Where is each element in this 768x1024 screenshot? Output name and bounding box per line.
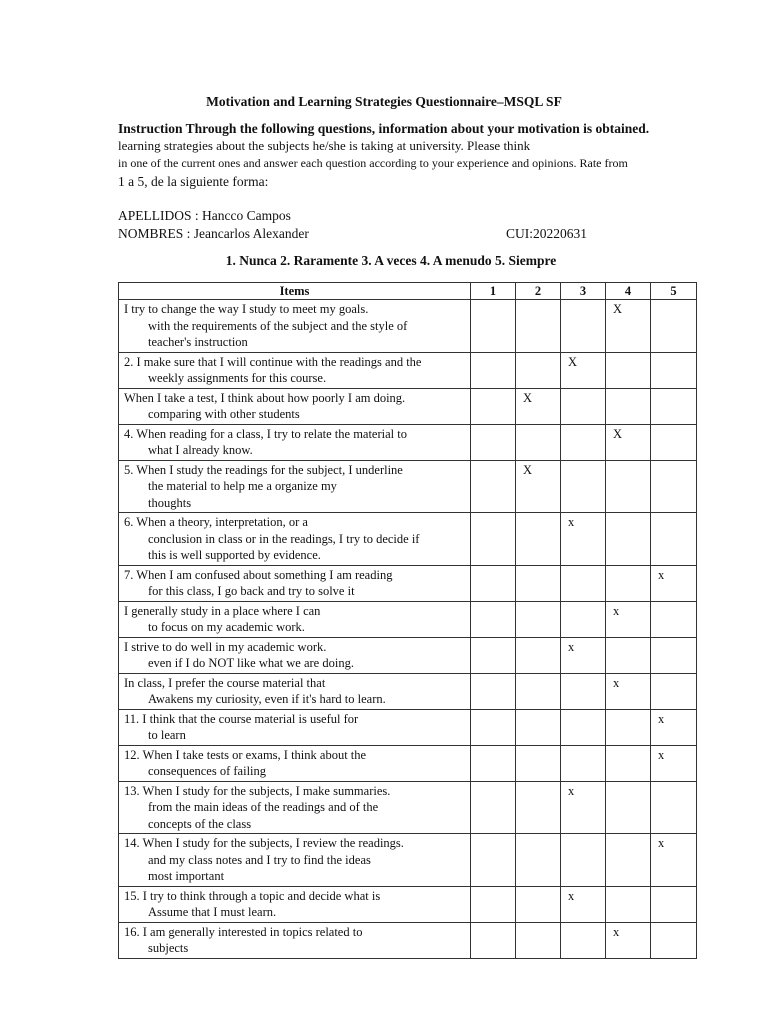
rating-cell-2 [516,673,561,709]
item-text-line: 4. When reading for a class, I try to relate the material to [124,426,407,441]
rating-cell-1 [471,886,516,922]
item-text-line: 6. When a theory, interpretation, or a [124,515,308,529]
rating-cell-4: X [606,300,651,353]
rating-cell-2 [516,513,561,566]
item-text-cell [119,834,471,887]
table-row [119,424,697,460]
table-row [119,460,697,513]
rating-cell-2 [516,922,561,958]
rating-cell-1 [471,709,516,745]
instruction-line-4: 1 a 5, de la siguiente forma: [118,174,269,189]
item-text-line: 16. I am generally interested in topics related to [124,924,363,939]
header-rating-5: 5 [651,283,697,300]
item-text-line: conclusion in class or in the readings, I try to decide if [148,531,420,546]
rating-cell-1 [471,601,516,637]
rating-cell-5 [651,673,697,709]
rating-cell-2 [516,300,561,353]
table-row [119,673,697,709]
instruction-line-2: learning strategies about the subjects he/she is taking at university. Please think [118,138,531,153]
rating-cell-3 [561,565,606,601]
item-text-cell [119,352,471,388]
rating-cell-4 [606,460,651,513]
rating-cell-3 [561,424,606,460]
item-text-line: consequences of failing [148,764,267,778]
item-text-line: 7. When I am confused about something I am reading [124,567,393,582]
table-row [119,922,697,958]
table-row [119,745,697,781]
rating-cell-4 [606,709,651,745]
item-text-line: concepts of the class [148,816,252,831]
rating-cell-1 [471,388,516,424]
rating-cell-3 [561,601,606,637]
table-header-row [119,283,697,300]
table-row [119,300,697,353]
item-text-cell [119,388,471,424]
rating-cell-4 [606,834,651,887]
rating-cell-3 [561,709,606,745]
document-title: Motivation and Learning Strategies Questionnaire–MSQL SF [206,94,562,109]
rating-cell-3: x [561,637,606,673]
questionnaire-body [119,300,697,959]
rating-cell-5 [651,781,697,834]
rating-cell-4: x [606,601,651,637]
rating-cell-3 [561,745,606,781]
item-text-line: this is well supported by evidence. [148,548,321,562]
item-text-cell [119,745,471,781]
table-row [119,834,697,887]
rating-cell-3 [561,922,606,958]
rating-cell-1 [471,745,516,781]
rating-cell-3: x [561,781,606,834]
rating-cell-3 [561,460,606,513]
rating-cell-3: X [561,352,606,388]
rating-cell-2: X [516,388,561,424]
rating-cell-4 [606,352,651,388]
item-text-line: to learn [148,728,186,742]
rating-cell-1 [471,673,516,709]
item-text-line: I try to change the way I study to meet my goals. [124,302,369,316]
table-row [119,637,697,673]
rating-cell-3: x [561,886,606,922]
item-text-cell [119,300,471,353]
item-text-line: weekly assignments for this course. [148,371,327,385]
item-text-line: I generally study in a place where I can [124,603,321,618]
nombres-field: NOMBRES : Jeancarlos Alexander [118,226,309,241]
table-row [119,352,697,388]
item-text-line: thoughts [148,495,192,510]
rating-cell-5: x [651,745,697,781]
item-text-line: from the main ideas of the readings and of the [148,800,379,814]
item-text-line: 11. I think that the course material is useful for [124,711,359,726]
rating-cell-5 [651,637,697,673]
rating-cell-1 [471,565,516,601]
item-text-cell [119,565,471,601]
rating-cell-3 [561,673,606,709]
item-text-cell [119,922,471,958]
rating-cell-4 [606,781,651,834]
rating-cell-2 [516,709,561,745]
item-text-line: teacher's instruction [148,335,248,349]
rating-cell-4 [606,565,651,601]
table-row [119,513,697,566]
rating-cell-2 [516,834,561,887]
rating-cell-4: X [606,424,651,460]
header-items: Items [119,283,471,300]
rating-cell-5 [651,886,697,922]
table-row [119,601,697,637]
rating-cell-5 [651,460,697,513]
rating-cell-1 [471,460,516,513]
item-text-line: most important [148,869,225,883]
item-text-line: Assume that I must learn. [148,905,277,919]
item-text-cell [119,709,471,745]
rating-cell-5 [651,922,697,958]
item-text-cell [119,673,471,709]
table-row [119,781,697,834]
item-text-line: what I already know. [148,443,253,457]
item-text-line: subjects [148,941,189,955]
questionnaire-table [118,282,697,959]
rating-cell-4 [606,513,651,566]
item-text-line: for this class, I go back and try to solve it [148,584,355,598]
item-text-line: and my class notes and I try to find the ideas [148,852,371,867]
rating-cell-5 [651,388,697,424]
table-row [119,565,697,601]
rating-scale-legend: 1. Nunca 2. Raramente 3. A veces 4. A menudo 5. Siempre [225,253,557,268]
rating-cell-3: x [561,513,606,566]
rating-cell-4 [606,388,651,424]
rating-cell-5: x [651,834,697,887]
table-row [119,709,697,745]
item-text-line: the material to help me a organize my [148,479,337,493]
rating-cell-1 [471,922,516,958]
rating-cell-1 [471,834,516,887]
rating-cell-5 [651,300,697,353]
item-text-line: 14. When I study for the subjects, I review the readings. [124,836,404,850]
rating-cell-4: x [606,673,651,709]
rating-cell-2: X [516,460,561,513]
item-text-cell [119,460,471,513]
item-text-cell [119,886,471,922]
rating-cell-4 [606,886,651,922]
item-text-line: 13. When I study for the subjects, I make summaries. [124,783,391,798]
rating-cell-4 [606,637,651,673]
item-text-line: to focus on my academic work. [148,620,305,634]
rating-cell-3 [561,834,606,887]
item-text-line: 2. I make sure that I will continue with the readings and the [124,354,422,369]
instruction-heading: Instruction Through the following questions, information about your motivation is obtained. [118,121,650,136]
item-text-line: with the requirements of the subject and the style of [148,318,408,333]
header-rating-1: 1 [471,283,516,300]
instruction-line-3: in one of the current ones and answer each question according to your experience and opinions. Rate from [118,156,628,170]
rating-cell-1 [471,513,516,566]
rating-cell-2 [516,637,561,673]
rating-cell-1 [471,424,516,460]
rating-cell-5 [651,513,697,566]
rating-cell-5: x [651,709,697,745]
item-text-line: 12. When I take tests or exams, I think about the [124,747,367,762]
item-text-cell [119,781,471,834]
rating-cell-5 [651,352,697,388]
item-text-cell [119,513,471,566]
rating-cell-2 [516,745,561,781]
item-text-line: even if I do NOT like what we are doing. [148,656,354,670]
item-text-cell [119,424,471,460]
item-text-line: 5. When I study the readings for the subject, I underline [124,462,403,477]
rating-cell-2 [516,352,561,388]
header-rating-2: 2 [516,283,561,300]
header-rating-4: 4 [606,283,651,300]
rating-cell-2 [516,601,561,637]
header-rating-3: 3 [561,283,606,300]
rating-cell-1 [471,352,516,388]
rating-cell-5 [651,424,697,460]
item-text-line: Awakens my curiosity, even if it's hard to learn. [148,692,386,706]
item-text-cell [119,601,471,637]
rating-cell-3 [561,300,606,353]
rating-cell-4: x [606,922,651,958]
item-text-cell [119,637,471,673]
rating-cell-1 [471,637,516,673]
rating-cell-1 [471,781,516,834]
item-text-line: In class, I prefer the course material that [124,675,326,690]
table-row [119,886,697,922]
rating-cell-2 [516,424,561,460]
rating-cell-2 [516,886,561,922]
table-row [119,388,697,424]
rating-cell-5 [651,601,697,637]
rating-cell-4 [606,745,651,781]
apellidos-field: APELLIDOS : Hancco Campos [118,208,291,223]
item-text-line: When I take a test, I think about how poorly I am doing. [124,390,406,405]
item-text-line: comparing with other students [148,407,300,421]
rating-cell-1 [471,300,516,353]
cui-field: CUI:20220631 [506,226,587,241]
rating-cell-2 [516,781,561,834]
item-text-line: 15. I try to think through a topic and decide what is [124,888,381,903]
rating-cell-2 [516,565,561,601]
rating-cell-3 [561,388,606,424]
item-text-line: I strive to do well in my academic work. [124,639,327,654]
rating-cell-5: x [651,565,697,601]
